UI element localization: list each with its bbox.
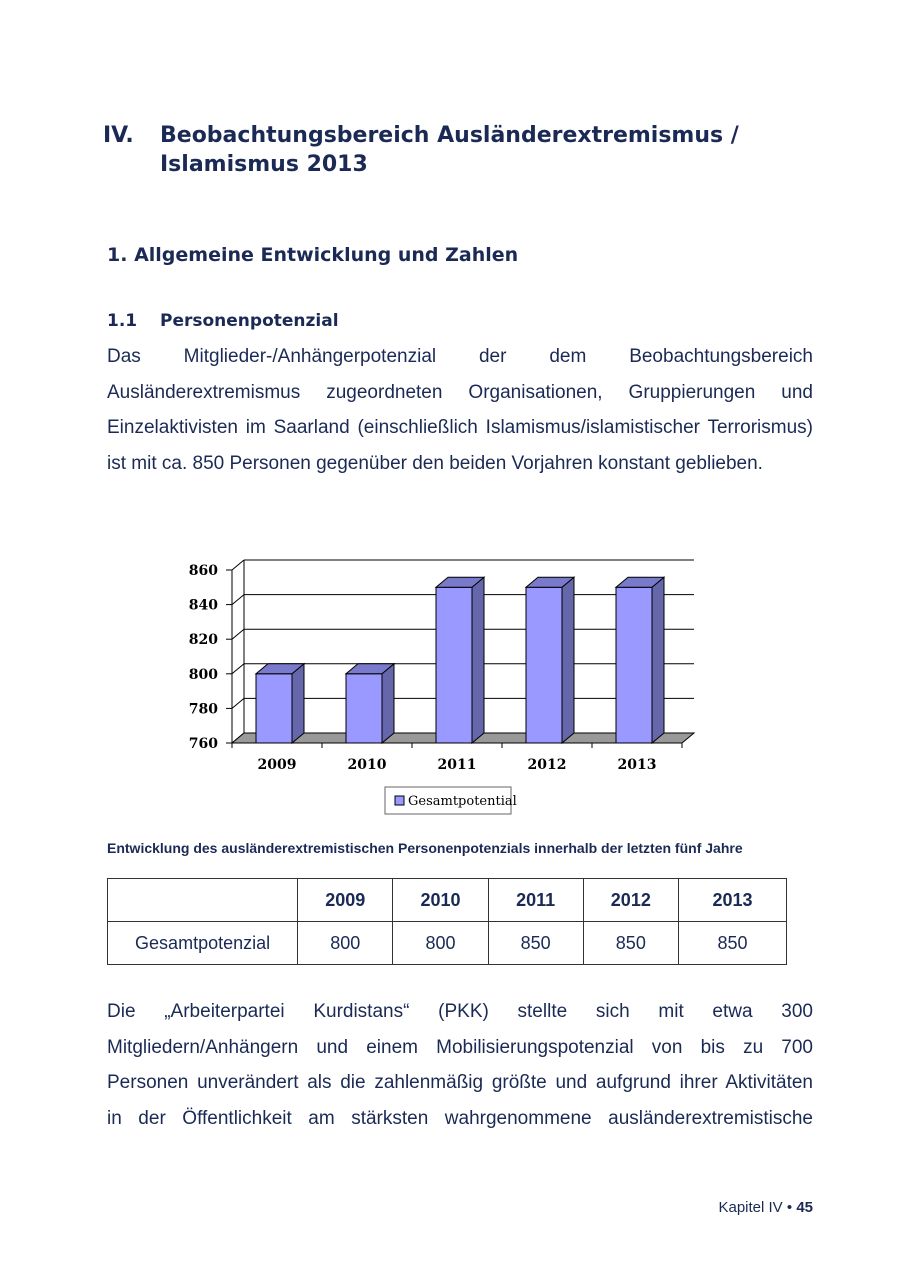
footer-separator: • [786,1199,793,1216]
y-tick-label: 860 [188,563,218,579]
x-tick-label: 2013 [617,757,657,773]
bar-side [382,664,394,743]
table-row [108,922,787,965]
bar [526,587,562,743]
table-cell: 850 [488,922,583,965]
legend-label: Gesamtpotential [408,794,517,809]
bar-side [292,664,304,743]
table-header-cell: 2009 [298,879,393,922]
chapter-title-line-1: Beobachtungsbereich Ausländerextremismus / [160,123,739,148]
pkk-paragraph [107,994,813,1136]
y-tick-label: 780 [188,701,218,718]
table-cell: 850 [678,922,786,965]
bar-side [652,577,664,743]
table-cell: 800 [393,922,488,965]
bar [346,674,382,743]
grid-diagonal [232,698,244,708]
table-cell: 850 [583,922,678,965]
table-cell: 800 [298,922,393,965]
grid-diagonal [232,664,244,674]
pkk-paragraph-line: Mitgliedern/Anhängern und einem Mobilisierungspotenzial von bis zu 700 [107,1036,813,1058]
chart-bars [256,577,664,743]
y-tick-label: 840 [188,597,218,614]
footer-chapter-label: Kapitel IV [718,1199,783,1216]
footer-page-number: 45 [796,1199,813,1216]
chart-legend [385,787,517,814]
legend-swatch [395,796,404,805]
bar [616,587,652,743]
chapter-number: IV. [103,123,134,148]
subsection-title: Personenpotenzial [160,311,339,331]
subsection-number: 1.1 [107,311,138,331]
section-heading [107,244,518,266]
pkk-paragraph-line: Personen unverändert als die zahlenmäßig größte und aufgrund ihrer Aktivitäten [107,1072,813,1093]
bar [436,587,472,743]
table-cell: Gesamtpotenzial [108,922,298,965]
y-tick-label: 800 [188,666,218,683]
x-tick-label: 2011 [437,757,477,773]
x-tick-label: 2010 [347,757,387,773]
table-header-cell: 2010 [393,879,488,922]
section-title: Allgemeine Entwicklung und Zahlen [134,244,519,266]
chapter-title-line-2: Islamismus 2013 [160,152,368,177]
page-footer [718,1199,813,1216]
x-tick-label: 2012 [527,757,567,773]
data-table [107,878,787,965]
x-tick-label: 2009 [257,757,297,773]
table-header-row [108,879,787,922]
bar [256,674,292,743]
grid-diagonal [232,629,244,639]
bar-chart [180,550,720,820]
table-header-cell: 2011 [488,879,583,922]
chart-caption: Entwicklung des ausländerextremistischen Personenpotenzials innerhalb der letzten fünf Jahre [107,840,743,856]
table-header-cell: 2012 [583,879,678,922]
pkk-paragraph-line: Die „Arbeiterpartei Kurdistans“ (PKK) stellte sich mit etwa 300 [107,1001,813,1022]
grid-diagonal [232,560,244,570]
y-tick-label: 820 [188,632,218,649]
table-header-cell: 2013 [678,879,786,922]
bar-side [472,577,484,743]
grid-diagonal [232,595,244,605]
bar-side [562,577,574,743]
section-number: 1. [107,244,128,266]
pkk-paragraph-line: in der Öffentlichkeit am stärksten wahrgenommene ausländerextremistische [107,1107,813,1129]
intro-paragraph: Das Mitglieder-/Anhängerpotenzial der dem Beobachtungsbereich Ausländerextremismus zugeordneten Organisationen, Gruppierungen und Einzelaktivisten im Saarland (einschließlich Islamismus/islamistischer Terrorismus) ist mit ca. 850 Personen gegenüber den beiden Vorjahren konstant geblieben. [107,346,813,474]
table-header-cell [108,879,298,922]
y-tick-label: 760 [188,736,218,752]
